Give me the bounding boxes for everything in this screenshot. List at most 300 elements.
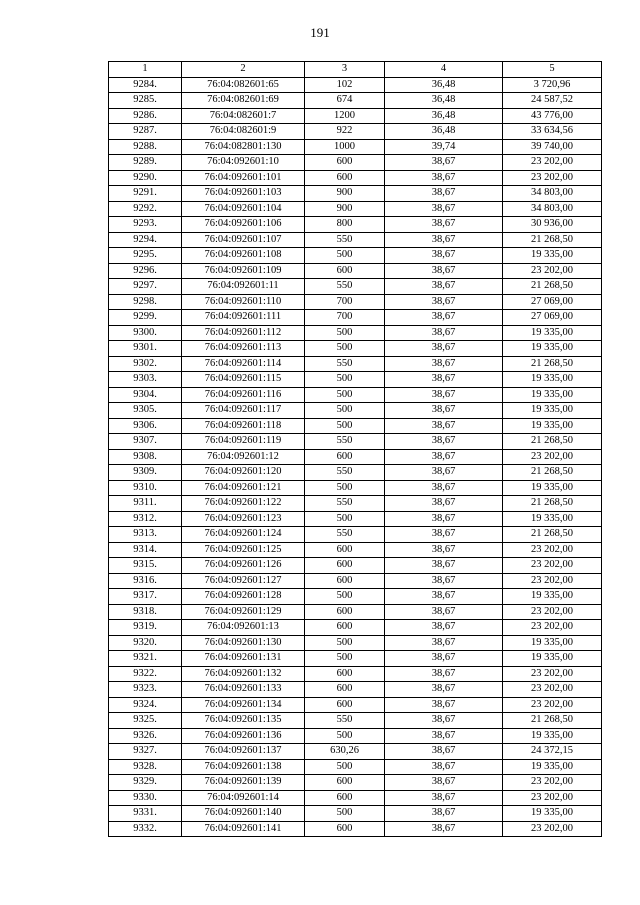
row-number-cell: 9300. xyxy=(109,325,182,341)
area-cell: 1200 xyxy=(305,108,385,124)
rate-cell: 38,67 xyxy=(385,744,503,760)
row-number-cell: 9321. xyxy=(109,651,182,667)
amount-cell: 23 202,00 xyxy=(503,790,602,806)
amount-cell: 21 268,50 xyxy=(503,356,602,372)
table-row xyxy=(109,697,602,713)
row-number-cell: 9303. xyxy=(109,372,182,388)
amount-cell: 23 202,00 xyxy=(503,821,602,837)
table-row xyxy=(109,713,602,729)
table-row xyxy=(109,387,602,403)
table-row xyxy=(109,232,602,248)
rate-cell: 38,67 xyxy=(385,620,503,636)
table-row xyxy=(109,341,602,357)
cadastral-number-cell: 76:04:092601:121 xyxy=(182,480,305,496)
cadastral-number-cell: 76:04:092601:127 xyxy=(182,573,305,589)
amount-cell: 23 202,00 xyxy=(503,620,602,636)
table-row xyxy=(109,635,602,651)
rate-cell: 38,67 xyxy=(385,186,503,202)
area-cell: 500 xyxy=(305,372,385,388)
area-cell: 600 xyxy=(305,790,385,806)
area-cell: 500 xyxy=(305,728,385,744)
amount-cell: 43 776,00 xyxy=(503,108,602,124)
amount-cell: 3 720,96 xyxy=(503,77,602,93)
area-cell: 600 xyxy=(305,620,385,636)
area-cell: 500 xyxy=(305,341,385,357)
table-row xyxy=(109,496,602,512)
amount-cell: 21 268,50 xyxy=(503,279,602,295)
cadastral-number-cell: 76:04:092601:125 xyxy=(182,542,305,558)
row-number-cell: 9323. xyxy=(109,682,182,698)
cadastral-number-cell: 76:04:092601:126 xyxy=(182,558,305,574)
rate-cell: 38,67 xyxy=(385,465,503,481)
rate-cell: 38,67 xyxy=(385,806,503,822)
area-cell: 600 xyxy=(305,155,385,171)
table-row xyxy=(109,217,602,233)
amount-cell: 19 335,00 xyxy=(503,372,602,388)
rate-cell: 38,67 xyxy=(385,589,503,605)
row-number-cell: 9327. xyxy=(109,744,182,760)
row-number-cell: 9286. xyxy=(109,108,182,124)
column-header: 1 xyxy=(109,62,182,78)
rate-cell: 38,67 xyxy=(385,310,503,326)
area-cell: 600 xyxy=(305,697,385,713)
amount-cell: 19 335,00 xyxy=(503,387,602,403)
rate-cell: 38,67 xyxy=(385,759,503,775)
rate-cell: 38,67 xyxy=(385,604,503,620)
rate-cell: 38,67 xyxy=(385,232,503,248)
area-cell: 800 xyxy=(305,217,385,233)
cadastral-number-cell: 76:04:092601:128 xyxy=(182,589,305,605)
table-body xyxy=(109,77,602,837)
amount-cell: 19 335,00 xyxy=(503,418,602,434)
amount-cell: 21 268,50 xyxy=(503,232,602,248)
row-number-cell: 9322. xyxy=(109,666,182,682)
area-cell: 500 xyxy=(305,387,385,403)
area-cell: 500 xyxy=(305,480,385,496)
table-row xyxy=(109,527,602,543)
cadastral-table xyxy=(108,61,602,837)
amount-cell: 19 335,00 xyxy=(503,480,602,496)
row-number-cell: 9314. xyxy=(109,542,182,558)
cadastral-number-cell: 76:04:092601:114 xyxy=(182,356,305,372)
rate-cell: 38,67 xyxy=(385,713,503,729)
table-row xyxy=(109,682,602,698)
amount-cell: 23 202,00 xyxy=(503,775,602,791)
row-number-cell: 9302. xyxy=(109,356,182,372)
table-header-row xyxy=(109,62,602,78)
amount-cell: 23 202,00 xyxy=(503,542,602,558)
rate-cell: 38,67 xyxy=(385,666,503,682)
cadastral-number-cell: 76:04:092601:141 xyxy=(182,821,305,837)
amount-cell: 19 335,00 xyxy=(503,511,602,527)
row-number-cell: 9324. xyxy=(109,697,182,713)
row-number-cell: 9307. xyxy=(109,434,182,450)
rate-cell: 38,67 xyxy=(385,635,503,651)
row-number-cell: 9317. xyxy=(109,589,182,605)
area-cell: 600 xyxy=(305,775,385,791)
row-number-cell: 9329. xyxy=(109,775,182,791)
rate-cell: 38,67 xyxy=(385,651,503,667)
cadastral-number-cell: 76:04:092601:103 xyxy=(182,186,305,202)
rate-cell: 38,67 xyxy=(385,325,503,341)
area-cell: 500 xyxy=(305,589,385,605)
cadastral-number-cell: 76:04:092601:13 xyxy=(182,620,305,636)
row-number-cell: 9305. xyxy=(109,403,182,419)
rate-cell: 38,67 xyxy=(385,558,503,574)
cadastral-number-cell: 76:04:092601:118 xyxy=(182,418,305,434)
table-row xyxy=(109,542,602,558)
cadastral-number-cell: 76:04:092601:137 xyxy=(182,744,305,760)
amount-cell: 34 803,00 xyxy=(503,201,602,217)
rate-cell: 38,67 xyxy=(385,341,503,357)
amount-cell: 30 936,00 xyxy=(503,217,602,233)
cadastral-number-cell: 76:04:092601:108 xyxy=(182,248,305,264)
table-row xyxy=(109,480,602,496)
row-number-cell: 9291. xyxy=(109,186,182,202)
area-cell: 500 xyxy=(305,759,385,775)
cadastral-number-cell: 76:04:092601:101 xyxy=(182,170,305,186)
cadastral-number-cell: 76:04:092601:104 xyxy=(182,201,305,217)
area-cell: 500 xyxy=(305,806,385,822)
row-number-cell: 9304. xyxy=(109,387,182,403)
table-row xyxy=(109,201,602,217)
area-cell: 600 xyxy=(305,573,385,589)
area-cell: 600 xyxy=(305,558,385,574)
rate-cell: 38,67 xyxy=(385,449,503,465)
row-number-cell: 9325. xyxy=(109,713,182,729)
area-cell: 674 xyxy=(305,93,385,109)
rate-cell: 38,67 xyxy=(385,356,503,372)
area-cell: 900 xyxy=(305,201,385,217)
cadastral-number-cell: 76:04:092601:133 xyxy=(182,682,305,698)
table-row xyxy=(109,108,602,124)
rate-cell: 38,67 xyxy=(385,821,503,837)
table-row xyxy=(109,263,602,279)
row-number-cell: 9311. xyxy=(109,496,182,512)
amount-cell: 24 587,52 xyxy=(503,93,602,109)
table-row xyxy=(109,651,602,667)
cadastral-number-cell: 76:04:092601:120 xyxy=(182,465,305,481)
row-number-cell: 9312. xyxy=(109,511,182,527)
rate-cell: 38,67 xyxy=(385,682,503,698)
table-row xyxy=(109,155,602,171)
table-row xyxy=(109,759,602,775)
row-number-cell: 9330. xyxy=(109,790,182,806)
amount-cell: 19 335,00 xyxy=(503,728,602,744)
rate-cell: 38,67 xyxy=(385,170,503,186)
row-number-cell: 9309. xyxy=(109,465,182,481)
rate-cell: 36,48 xyxy=(385,93,503,109)
rate-cell: 38,67 xyxy=(385,403,503,419)
area-cell: 600 xyxy=(305,821,385,837)
amount-cell: 19 335,00 xyxy=(503,635,602,651)
row-number-cell: 9301. xyxy=(109,341,182,357)
cadastral-number-cell: 76:04:092601:11 xyxy=(182,279,305,295)
cadastral-number-cell: 76:04:092601:124 xyxy=(182,527,305,543)
amount-cell: 21 268,50 xyxy=(503,527,602,543)
area-cell: 500 xyxy=(305,325,385,341)
amount-cell: 19 335,00 xyxy=(503,248,602,264)
rate-cell: 38,67 xyxy=(385,279,503,295)
amount-cell: 23 202,00 xyxy=(503,263,602,279)
amount-cell: 19 335,00 xyxy=(503,759,602,775)
cadastral-number-cell: 76:04:092601:113 xyxy=(182,341,305,357)
cadastral-number-cell: 76:04:092601:139 xyxy=(182,775,305,791)
table-row xyxy=(109,589,602,605)
column-header: 5 xyxy=(503,62,602,78)
area-cell: 922 xyxy=(305,124,385,140)
area-cell: 600 xyxy=(305,449,385,465)
area-cell: 500 xyxy=(305,651,385,667)
area-cell: 550 xyxy=(305,527,385,543)
amount-cell: 23 202,00 xyxy=(503,604,602,620)
rate-cell: 38,67 xyxy=(385,248,503,264)
amount-cell: 21 268,50 xyxy=(503,713,602,729)
area-cell: 550 xyxy=(305,356,385,372)
cadastral-number-cell: 76:04:092601:106 xyxy=(182,217,305,233)
cadastral-number-cell: 76:04:082601:69 xyxy=(182,93,305,109)
area-cell: 1000 xyxy=(305,139,385,155)
amount-cell: 21 268,50 xyxy=(503,434,602,450)
area-cell: 600 xyxy=(305,542,385,558)
row-number-cell: 9297. xyxy=(109,279,182,295)
amount-cell: 23 202,00 xyxy=(503,573,602,589)
row-number-cell: 9295. xyxy=(109,248,182,264)
rate-cell: 38,67 xyxy=(385,697,503,713)
area-cell: 500 xyxy=(305,403,385,419)
row-number-cell: 9293. xyxy=(109,217,182,233)
table-row xyxy=(109,604,602,620)
cadastral-number-cell: 76:04:092601:136 xyxy=(182,728,305,744)
rate-cell: 38,67 xyxy=(385,496,503,512)
row-number-cell: 9315. xyxy=(109,558,182,574)
area-cell: 600 xyxy=(305,170,385,186)
table-row xyxy=(109,310,602,326)
table-row xyxy=(109,558,602,574)
cadastral-number-cell: 76:04:092601:10 xyxy=(182,155,305,171)
row-number-cell: 9313. xyxy=(109,527,182,543)
table-row xyxy=(109,124,602,140)
area-cell: 550 xyxy=(305,465,385,481)
row-number-cell: 9328. xyxy=(109,759,182,775)
column-header: 3 xyxy=(305,62,385,78)
table-row xyxy=(109,356,602,372)
row-number-cell: 9320. xyxy=(109,635,182,651)
row-number-cell: 9290. xyxy=(109,170,182,186)
amount-cell: 23 202,00 xyxy=(503,682,602,698)
table-row xyxy=(109,744,602,760)
table-row xyxy=(109,248,602,264)
table-row xyxy=(109,93,602,109)
rate-cell: 38,67 xyxy=(385,511,503,527)
table-row xyxy=(109,728,602,744)
rate-cell: 38,67 xyxy=(385,728,503,744)
area-cell: 500 xyxy=(305,418,385,434)
amount-cell: 23 202,00 xyxy=(503,170,602,186)
area-cell: 550 xyxy=(305,713,385,729)
cadastral-number-cell: 76:04:092601:115 xyxy=(182,372,305,388)
rate-cell: 38,67 xyxy=(385,155,503,171)
rate-cell: 38,67 xyxy=(385,217,503,233)
cadastral-number-cell: 76:04:082601:9 xyxy=(182,124,305,140)
amount-cell: 21 268,50 xyxy=(503,496,602,512)
cadastral-number-cell: 76:04:092601:12 xyxy=(182,449,305,465)
table-row xyxy=(109,790,602,806)
amount-cell: 24 372,15 xyxy=(503,744,602,760)
cadastral-number-cell: 76:04:092601:119 xyxy=(182,434,305,450)
table-row xyxy=(109,418,602,434)
cadastral-number-cell: 76:04:092601:14 xyxy=(182,790,305,806)
table-row xyxy=(109,465,602,481)
row-number-cell: 9318. xyxy=(109,604,182,620)
area-cell: 500 xyxy=(305,635,385,651)
row-number-cell: 9287. xyxy=(109,124,182,140)
table-row xyxy=(109,511,602,527)
table-row xyxy=(109,573,602,589)
table-row xyxy=(109,325,602,341)
cadastral-number-cell: 76:04:092601:117 xyxy=(182,403,305,419)
row-number-cell: 9284. xyxy=(109,77,182,93)
table-row xyxy=(109,775,602,791)
amount-cell: 19 335,00 xyxy=(503,806,602,822)
rate-cell: 38,67 xyxy=(385,790,503,806)
table-row xyxy=(109,170,602,186)
table-row xyxy=(109,77,602,93)
area-cell: 600 xyxy=(305,604,385,620)
amount-cell: 27 069,00 xyxy=(503,310,602,326)
table-row xyxy=(109,821,602,837)
cadastral-number-cell: 76:04:082601:7 xyxy=(182,108,305,124)
amount-cell: 23 202,00 xyxy=(503,155,602,171)
rate-cell: 36,48 xyxy=(385,77,503,93)
rate-cell: 38,67 xyxy=(385,372,503,388)
cadastral-number-cell: 76:04:092601:109 xyxy=(182,263,305,279)
row-number-cell: 9319. xyxy=(109,620,182,636)
area-cell: 630,26 xyxy=(305,744,385,760)
rate-cell: 36,48 xyxy=(385,124,503,140)
cadastral-number-cell: 76:04:092601:134 xyxy=(182,697,305,713)
row-number-cell: 9288. xyxy=(109,139,182,155)
row-number-cell: 9331. xyxy=(109,806,182,822)
cadastral-number-cell: 76:04:092601:140 xyxy=(182,806,305,822)
area-cell: 500 xyxy=(305,511,385,527)
table-row xyxy=(109,403,602,419)
amount-cell: 33 634,56 xyxy=(503,124,602,140)
area-cell: 550 xyxy=(305,434,385,450)
cadastral-number-cell: 76:04:092601:110 xyxy=(182,294,305,310)
table-row xyxy=(109,294,602,310)
rate-cell: 38,67 xyxy=(385,527,503,543)
amount-cell: 19 335,00 xyxy=(503,325,602,341)
rate-cell: 38,67 xyxy=(385,294,503,310)
amount-cell: 19 335,00 xyxy=(503,341,602,357)
rate-cell: 38,67 xyxy=(385,542,503,558)
table-row xyxy=(109,372,602,388)
area-cell: 600 xyxy=(305,263,385,279)
rate-cell: 38,67 xyxy=(385,573,503,589)
amount-cell: 23 202,00 xyxy=(503,697,602,713)
cadastral-number-cell: 76:04:092601:116 xyxy=(182,387,305,403)
column-header: 2 xyxy=(182,62,305,78)
cadastral-number-cell: 76:04:092601:112 xyxy=(182,325,305,341)
row-number-cell: 9289. xyxy=(109,155,182,171)
area-cell: 550 xyxy=(305,279,385,295)
table-row xyxy=(109,806,602,822)
area-cell: 600 xyxy=(305,666,385,682)
table-row xyxy=(109,279,602,295)
rate-cell: 38,67 xyxy=(385,201,503,217)
amount-cell: 21 268,50 xyxy=(503,465,602,481)
row-number-cell: 9285. xyxy=(109,93,182,109)
cadastral-number-cell: 76:04:092601:130 xyxy=(182,635,305,651)
rate-cell: 38,67 xyxy=(385,434,503,450)
area-cell: 102 xyxy=(305,77,385,93)
table-row xyxy=(109,666,602,682)
table-row xyxy=(109,449,602,465)
table-row xyxy=(109,620,602,636)
area-cell: 900 xyxy=(305,186,385,202)
row-number-cell: 9316. xyxy=(109,573,182,589)
table-row xyxy=(109,139,602,155)
row-number-cell: 9296. xyxy=(109,263,182,279)
cadastral-number-cell: 76:04:092601:138 xyxy=(182,759,305,775)
row-number-cell: 9292. xyxy=(109,201,182,217)
amount-cell: 39 740,00 xyxy=(503,139,602,155)
rate-cell: 38,67 xyxy=(385,263,503,279)
row-number-cell: 9294. xyxy=(109,232,182,248)
amount-cell: 19 335,00 xyxy=(503,403,602,419)
amount-cell: 19 335,00 xyxy=(503,651,602,667)
area-cell: 600 xyxy=(305,682,385,698)
amount-cell: 19 335,00 xyxy=(503,589,602,605)
cadastral-number-cell: 76:04:092601:107 xyxy=(182,232,305,248)
amount-cell: 23 202,00 xyxy=(503,666,602,682)
amount-cell: 27 069,00 xyxy=(503,294,602,310)
row-number-cell: 9308. xyxy=(109,449,182,465)
cadastral-number-cell: 76:04:092601:129 xyxy=(182,604,305,620)
cadastral-number-cell: 76:04:082601:65 xyxy=(182,77,305,93)
area-cell: 500 xyxy=(305,248,385,264)
amount-cell: 23 202,00 xyxy=(503,449,602,465)
row-number-cell: 9299. xyxy=(109,310,182,326)
cadastral-number-cell: 76:04:092601:123 xyxy=(182,511,305,527)
cadastral-number-cell: 76:04:092601:131 xyxy=(182,651,305,667)
table-row xyxy=(109,186,602,202)
table-row xyxy=(109,434,602,450)
amount-cell: 23 202,00 xyxy=(503,558,602,574)
rate-cell: 39,74 xyxy=(385,139,503,155)
cadastral-number-cell: 76:04:092601:122 xyxy=(182,496,305,512)
rate-cell: 38,67 xyxy=(385,480,503,496)
cadastral-number-cell: 76:04:082801:130 xyxy=(182,139,305,155)
row-number-cell: 9332. xyxy=(109,821,182,837)
rate-cell: 38,67 xyxy=(385,775,503,791)
rate-cell: 38,67 xyxy=(385,418,503,434)
area-cell: 550 xyxy=(305,232,385,248)
rate-cell: 38,67 xyxy=(385,387,503,403)
row-number-cell: 9298. xyxy=(109,294,182,310)
area-cell: 550 xyxy=(305,496,385,512)
column-header: 4 xyxy=(385,62,503,78)
cadastral-number-cell: 76:04:092601:111 xyxy=(182,310,305,326)
area-cell: 700 xyxy=(305,294,385,310)
rate-cell: 36,48 xyxy=(385,108,503,124)
amount-cell: 34 803,00 xyxy=(503,186,602,202)
row-number-cell: 9306. xyxy=(109,418,182,434)
cadastral-number-cell: 76:04:092601:135 xyxy=(182,713,305,729)
row-number-cell: 9310. xyxy=(109,480,182,496)
area-cell: 700 xyxy=(305,310,385,326)
